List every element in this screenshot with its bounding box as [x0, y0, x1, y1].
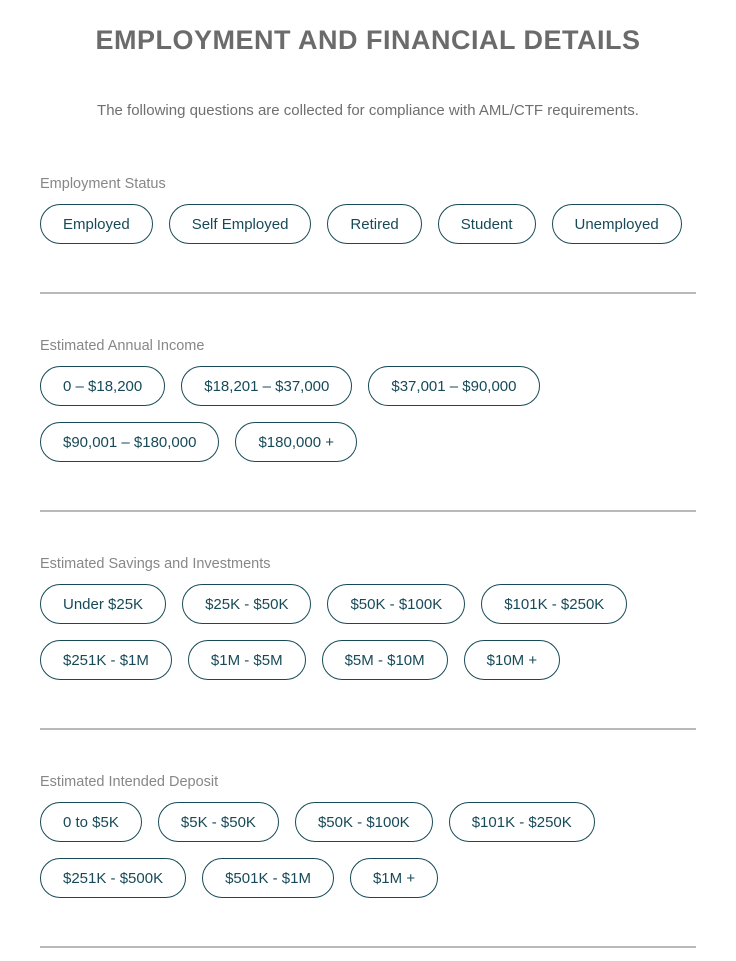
option-pill[interactable]: $50K - $100K: [295, 802, 433, 842]
option-pill[interactable]: $5K - $50K: [158, 802, 279, 842]
option-pill[interactable]: Retired: [327, 204, 421, 244]
page-title: EMPLOYMENT AND FINANCIAL DETAILS: [95, 25, 641, 55]
section-label: Estimated Intended Deposit: [40, 774, 219, 791]
option-pill[interactable]: Unemployed: [552, 204, 682, 244]
option-pill[interactable]: $101K - $250K: [481, 584, 627, 624]
option-pill[interactable]: $1M +: [350, 858, 438, 898]
section-label: Estimated Annual Income: [40, 338, 205, 355]
pill-group-annual-income: [40, 366, 696, 462]
option-pill[interactable]: Self Employed: [169, 204, 312, 244]
option-pill[interactable]: $5M - $10M: [322, 640, 448, 680]
option-pill[interactable]: $90,001 – $180,000: [40, 422, 219, 462]
option-pill[interactable]: $501K - $1M: [202, 858, 334, 898]
section-annual-income: [40, 338, 696, 512]
section-divider: [40, 946, 696, 948]
option-pill[interactable]: $251K - $1M: [40, 640, 172, 680]
option-pill[interactable]: $18,201 – $37,000: [181, 366, 352, 406]
form-sections: [40, 176, 696, 948]
section-divider: [40, 292, 696, 294]
option-pill[interactable]: $37,001 – $90,000: [368, 366, 539, 406]
option-pill[interactable]: Employed: [40, 204, 153, 244]
option-pill[interactable]: $251K - $500K: [40, 858, 186, 898]
pill-group-savings-investments: [40, 584, 696, 680]
section-savings-investments: [40, 556, 696, 730]
pill-group-intended-deposit: [40, 802, 696, 898]
option-pill[interactable]: $101K - $250K: [449, 802, 595, 842]
option-pill[interactable]: 0 to $5K: [40, 802, 142, 842]
section-divider: [40, 510, 696, 512]
option-pill[interactable]: Student: [438, 204, 536, 244]
option-pill[interactable]: $50K - $100K: [327, 584, 465, 624]
option-pill[interactable]: 0 – $18,200: [40, 366, 165, 406]
section-label: Employment Status: [40, 176, 166, 193]
option-pill[interactable]: Under $25K: [40, 584, 166, 624]
employment-financial-form: [0, 24, 736, 948]
option-pill[interactable]: $10M +: [464, 640, 560, 680]
pill-group-employment-status: [40, 204, 696, 244]
section-divider: [40, 728, 696, 730]
section-label: Estimated Savings and Investments: [40, 556, 271, 573]
page-subtitle: The following questions are collected for compliance with AML/CTF requirements.: [97, 102, 639, 120]
option-pill[interactable]: $180,000 +: [235, 422, 357, 462]
section-intended-deposit: [40, 774, 696, 948]
section-employment-status: [40, 176, 696, 294]
option-pill[interactable]: $1M - $5M: [188, 640, 306, 680]
option-pill[interactable]: $25K - $50K: [182, 584, 311, 624]
